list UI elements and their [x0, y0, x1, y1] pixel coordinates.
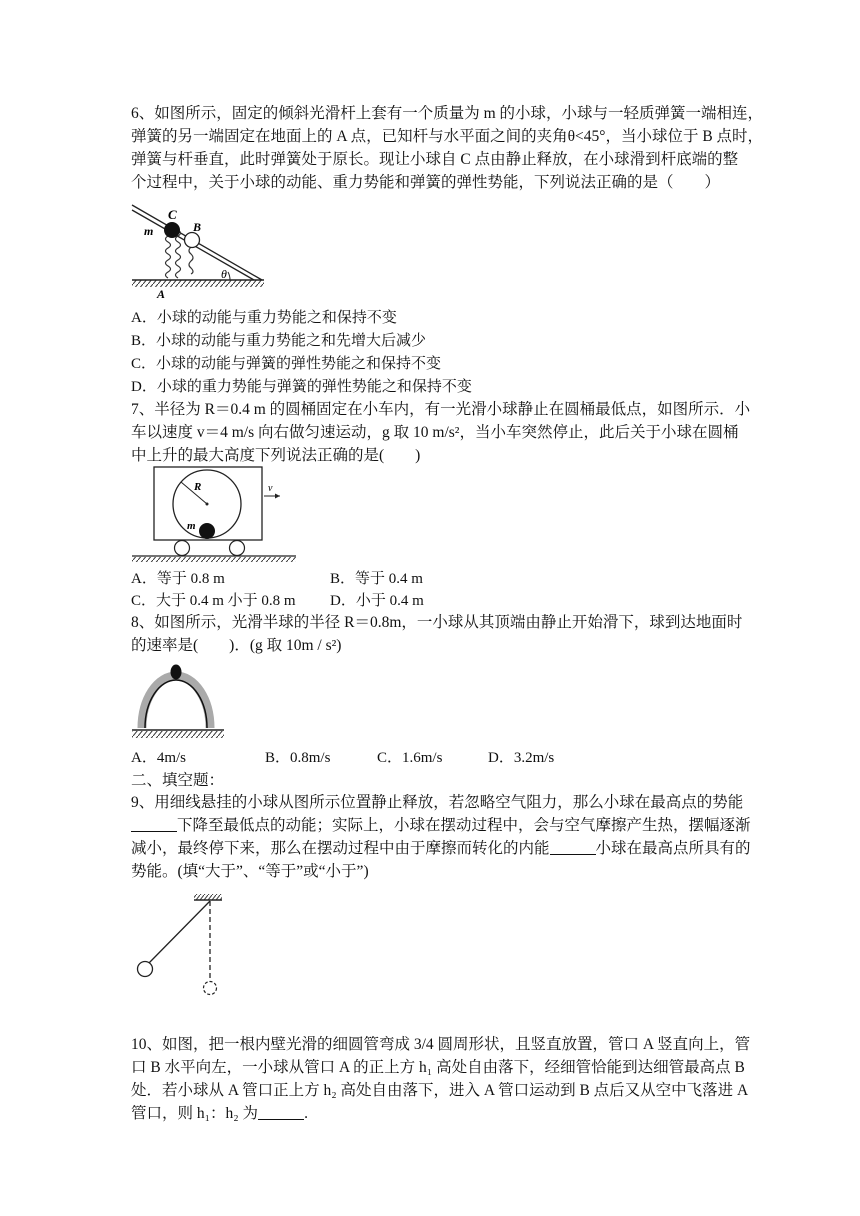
q7-option-c: C．大于 0.4 m 小于 0.8 m — [131, 593, 296, 609]
q9-line-4: 势能。(填“大于”、“等于”或“小于”) — [131, 863, 369, 880]
q9-blank-1[interactable] — [131, 817, 177, 832]
q10-line-1: 10、如图，把一根内壁光滑的细圆管弯成 3/4 圆周形状，且竖直放置，管口 A 竖直向上，管 — [131, 1036, 751, 1053]
q6-incline-figure — [128, 200, 268, 300]
q7-line-3: 中上升的最大高度下列说法正确的是( ) — [131, 447, 421, 464]
q7-line-2: 车以速度 v＝4 m/s 向右做匀速运动，g 取 10 m/s²，当小车突然停止，此后关于小球在圆桶 — [131, 424, 739, 441]
section-heading: 二、填空题： — [131, 772, 225, 789]
q6-fig-label-c: C — [168, 207, 177, 222]
q10-line-2: 口 B 水平向左，一小球从管口 A 的正上方 h₁ 高处自由落下，经细管恰能到达细管最高点 B — [131, 1059, 745, 1076]
q9-pendulum-figure — [128, 890, 238, 1002]
q8-hemisphere-figure — [128, 658, 228, 744]
q9-line-3: 减小，最终停下来，那么在摆动过程中由于摩擦而转化的内能 小球在最高点所具有的 — [131, 840, 751, 857]
q8-line-1: 8、如图所示，光滑半球的半径 R＝0.8m，一小球从其顶端由静止开始滑下，球到达地面时 — [131, 614, 743, 631]
q7-fig-label-m: m — [187, 520, 196, 532]
q6-line-2: 弹簧的另一端固定在地面上的 A 点，已知杆与水平面之间的夹角θ<45°，当小球位于 B 点时， — [131, 128, 764, 145]
q8-option-c: C．1.6m/s — [377, 750, 443, 766]
q8-option-a: A．4m/s — [131, 750, 187, 766]
q6-fig-label-theta: θ — [221, 267, 227, 281]
q9-line-2: 下降至最低点的动能；实际上，小球在摆动过程中，会与空气摩擦产生热，摆幅逐渐 — [131, 816, 751, 836]
q9-blank-2[interactable] — [550, 840, 596, 855]
q9-line-1: 9、用细线悬挂的小球从图所示位置静止释放，若忽略空气阻力，那么小球在最高点的势能 — [131, 794, 744, 811]
q7-fig-label-r: R — [194, 481, 202, 493]
q7-option-b: B．等于 0.4 m — [330, 571, 423, 587]
q6-line-4: 个过程中，关于小球的动能、重力势能和弹簧的弹性势能，下列说法正确的是（ ） — [131, 174, 721, 191]
q10-line-3: 处．若小球从 A 管口正上方 h₂ 高处自由落下，进入 A 管口运动到 B 点后又从空中飞落进 A — [131, 1082, 749, 1099]
q6-line-3: 弹簧与杆垂直，此时弹簧处于原长。现让小球自 C 点由静止释放，在小球滑到杆底端的整 — [131, 151, 739, 168]
q6-line-1: 6、如图所示，固定的倾斜光滑杆上套有一个质量为 m 的小球，小球与一轻质弹簧一端相连， — [131, 105, 764, 122]
q10-line-4: 管口，则 h₁：h₂ 为 . — [131, 1105, 308, 1122]
q6-option-a: A．小球的动能与重力势能之和保持不变 — [131, 310, 397, 326]
q6-fig-label-a: A — [157, 287, 166, 300]
q6-option-d: D．小球的重力势能与弹簧的弹性势能之和保持不变 — [131, 379, 472, 395]
q10-blank[interactable] — [258, 1105, 304, 1120]
q6-option-c: C．小球的动能与弹簧的弹性势能之和保持不变 — [131, 356, 442, 372]
q7-cart-figure — [128, 464, 298, 564]
q6-fig-label-b: B — [193, 220, 202, 234]
q6-option-b: B．小球的动能与重力势能之和先增大后减少 — [131, 333, 427, 349]
q6-fig-label-m: m — [144, 224, 154, 238]
q8-line-2: 的速率是( )．(g 取 10m / s²) — [131, 637, 342, 654]
q7-option-d: D．小于 0.4 m — [330, 593, 424, 609]
q7-fig-label-v: v — [268, 483, 273, 494]
q8-option-d: D．3.2m/s — [488, 750, 555, 766]
q7-line-1: 7、半径为 R＝0.4 m 的圆桶固定在小车内，有一光滑小球静止在圆桶最低点，如图所示．小 — [131, 401, 751, 418]
q7-option-a: A．等于 0.8 m — [131, 571, 225, 587]
q8-option-b: B．0.8m/s — [265, 750, 331, 766]
